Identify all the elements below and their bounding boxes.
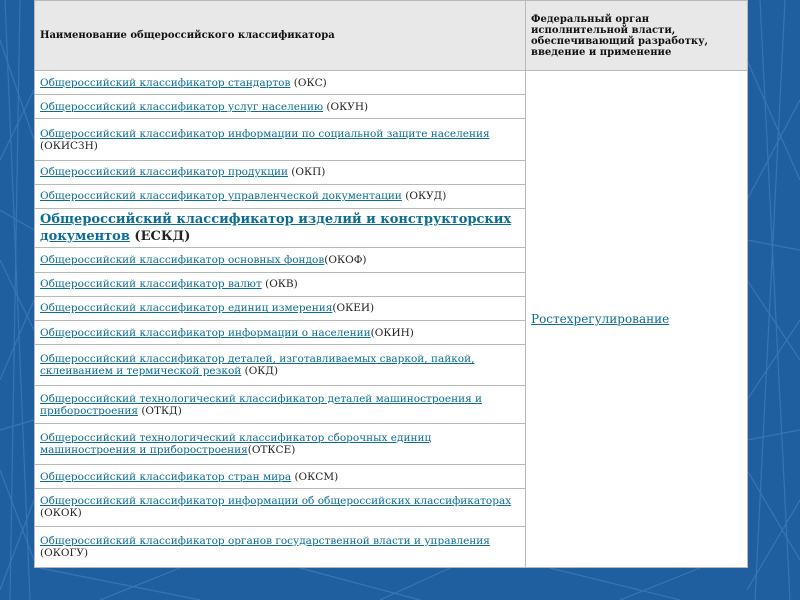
- classifier-link[interactable]: Общероссийский классификатор стран мира: [40, 470, 292, 483]
- classifier-cell: [35, 423, 526, 464]
- classifier-link[interactable]: Общероссийский классификатор информации об общероссийских классификаторах: [40, 495, 512, 508]
- classifier-link[interactable]: Общероссийский классификатор единиц измерения: [40, 302, 333, 315]
- classifier-code: (ОТКД): [137, 404, 182, 417]
- classifier-cell: [35, 526, 526, 567]
- classifier-cell: [35, 272, 526, 296]
- classifier-cell: [35, 184, 526, 208]
- classifier-code: (ОТКСЕ): [247, 443, 296, 456]
- classifier-code: (ЕСКД): [129, 229, 191, 245]
- classifier-cell: [35, 95, 526, 119]
- classifiers-table: [34, 0, 748, 568]
- classifier-link[interactable]: Общероссийский технологический классификатор деталей машиностроения и приборостроения: [40, 392, 483, 417]
- classifier-cell: [35, 345, 526, 386]
- classifier-code: (ОКД): [241, 365, 279, 378]
- classifier-link[interactable]: Общероссийский классификатор услуг населению: [40, 100, 324, 113]
- header-classifier-name: Наименование общероссийского классификатора: [35, 1, 526, 71]
- classifier-code: (ОКИН): [370, 326, 414, 339]
- classifier-cell: [35, 386, 526, 423]
- classifier-link[interactable]: Общероссийский технологический классификатор сборочных единиц машиностроения и приборостроения: [40, 431, 432, 456]
- classifier-link[interactable]: Общероссийский классификатор управленческой документации: [40, 190, 402, 203]
- classifier-code: (ОКИСЗН): [40, 139, 98, 152]
- classifier-cell: [35, 320, 526, 344]
- classifier-code: (ОКП): [287, 166, 326, 179]
- classifier-code: (ОКВ): [261, 278, 298, 291]
- classifier-code: (ОКУД): [401, 190, 447, 203]
- classifier-cell: [35, 160, 526, 184]
- table-row: [35, 71, 748, 95]
- classifier-link[interactable]: Общероссийский классификатор информации о населении: [40, 326, 371, 339]
- classifier-cell: [35, 71, 526, 95]
- classifier-code: (ОКЕИ): [332, 302, 375, 315]
- classifier-cell: [35, 209, 526, 248]
- classifier-link[interactable]: Общероссийский классификатор валют: [40, 278, 262, 291]
- classifier-link[interactable]: Общероссийский классификатор основных фондов: [40, 253, 325, 266]
- classifier-cell: [35, 296, 526, 320]
- classifier-code: (ОКОГУ): [40, 546, 89, 559]
- classifier-cell: [35, 465, 526, 489]
- classifier-cell: [35, 119, 526, 160]
- classifier-link[interactable]: Общероссийский классификатор изделий и конструкторских документов: [40, 212, 512, 245]
- header-federal-agency: Федеральный орган исполнительной власти, обеспечивающий разработку, введение и применение: [526, 1, 748, 71]
- classifier-code: (ОКУН): [323, 100, 369, 113]
- table-header-row: [35, 1, 748, 71]
- classifier-link[interactable]: Общероссийский классификатор продукции: [40, 166, 288, 179]
- classifier-cell: [35, 489, 526, 526]
- classifier-code: (ОКОФ): [324, 253, 367, 266]
- agency-cell: [526, 71, 748, 568]
- classifier-link[interactable]: Общероссийский классификатор информации по социальной защите населения: [40, 127, 490, 140]
- classifier-link[interactable]: Общероссийский классификатор органов государственной власти и управления: [40, 534, 490, 547]
- classifier-code: (ОКСМ): [291, 470, 339, 483]
- classifier-link[interactable]: Общероссийский классификатор стандартов: [40, 76, 291, 89]
- classifier-code: (ОКС): [290, 76, 327, 89]
- classifier-link[interactable]: Общероссийский классификатор деталей, изготавливаемых сваркой, пайкой, склеиванием и термической резкой: [40, 353, 475, 378]
- classifier-code: (ОКОК): [40, 507, 82, 520]
- classifier-cell: [35, 248, 526, 272]
- agency-link[interactable]: Ростехрегулирование: [531, 312, 670, 326]
